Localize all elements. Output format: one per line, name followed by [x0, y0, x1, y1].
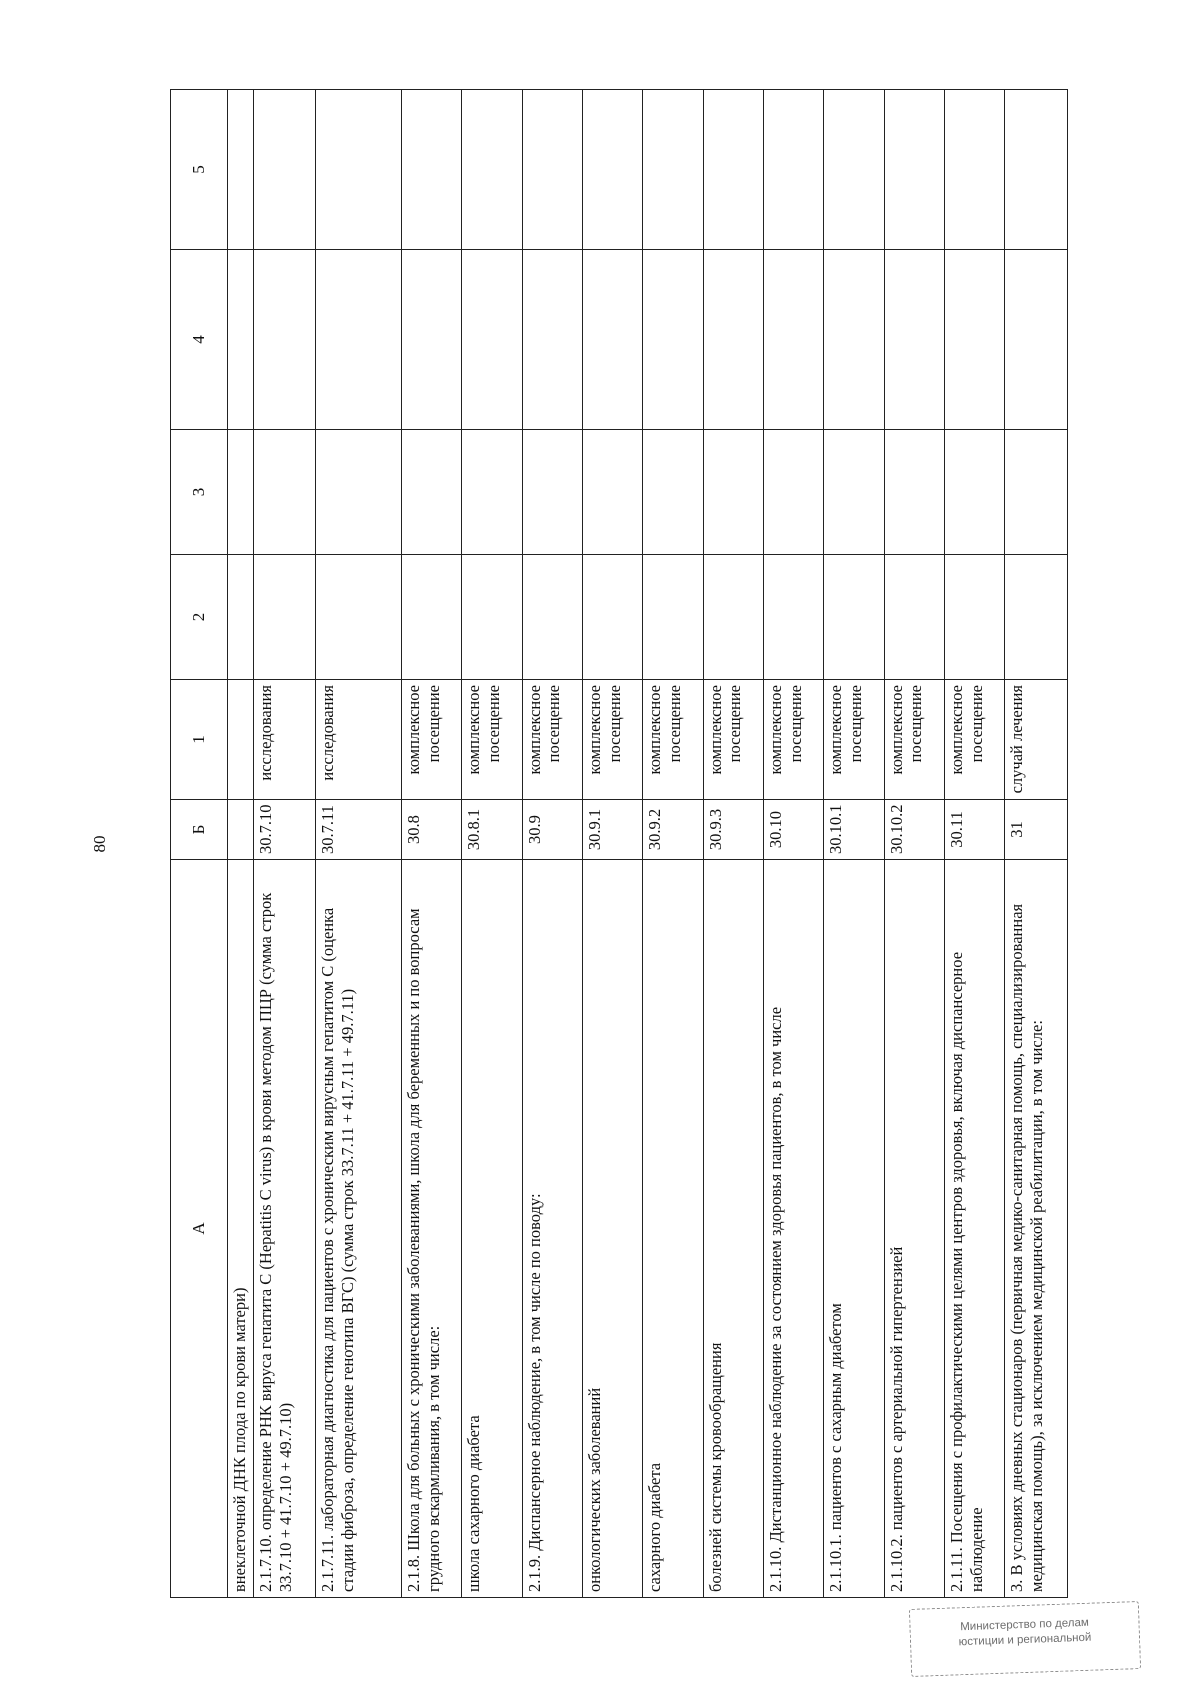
- page-number: 80: [90, 835, 109, 853]
- row-unit: комплексное посещение: [824, 680, 884, 800]
- col-4-cell: [316, 250, 401, 430]
- col-4-cell: [703, 250, 763, 430]
- row-code: 30.8: [401, 800, 461, 860]
- col-3-cell: [582, 430, 642, 555]
- col-5-cell: [643, 90, 703, 250]
- table-header-row: [171, 90, 228, 1598]
- row-name: сахарного диабета: [643, 860, 703, 1598]
- table-row: [643, 90, 703, 1598]
- col-4-cell: [945, 250, 1005, 430]
- row-code: 30.9.2: [643, 800, 703, 860]
- col-5-cell: [763, 90, 823, 250]
- row-unit: исследования: [254, 680, 316, 800]
- col-5-cell: [945, 90, 1005, 250]
- col-4-cell: [462, 250, 522, 430]
- col-2-cell: [643, 555, 703, 680]
- col-3-cell: [522, 430, 582, 555]
- row-code: 30.9.3: [703, 800, 763, 860]
- col-4-cell: [763, 250, 823, 430]
- col-2-cell: [462, 555, 522, 680]
- row-name: 2.1.9. Диспансерное наблюдение, в том числе по поводу:: [522, 860, 582, 1598]
- col-4-cell: [254, 250, 316, 430]
- col-3-cell: [316, 430, 401, 555]
- row-unit: комплексное посещение: [643, 680, 703, 800]
- row-unit: комплексное посещение: [401, 680, 461, 800]
- col-3-cell: [401, 430, 461, 555]
- col-3-cell: [884, 430, 944, 555]
- row-code: 30.10: [763, 800, 823, 860]
- col-5-cell: [824, 90, 884, 250]
- row-code: 30.9: [522, 800, 582, 860]
- row-unit: комплексное посещение: [522, 680, 582, 800]
- header-cell: Б: [171, 800, 228, 860]
- col-5-cell: [228, 90, 254, 250]
- stamp-line-1: Министерство по делам: [960, 1616, 1089, 1634]
- row-name: внеклеточной ДНК плода по крови матери): [228, 860, 254, 1598]
- col-4-cell: [824, 250, 884, 430]
- row-unit: комплексное посещение: [763, 680, 823, 800]
- row-code: 30.7.10: [254, 800, 316, 860]
- row-unit: [228, 680, 254, 800]
- col-2-cell: [522, 555, 582, 680]
- col-2-cell: [945, 555, 1005, 680]
- header-cell: 1: [171, 680, 228, 800]
- header-cell: 3: [171, 430, 228, 555]
- row-name: 2.1.8. Школа для больных с хроническими заболеваниями, школа для беременных и по вопросам грудного вскармливания, в том числе:: [401, 860, 461, 1598]
- col-3-cell: [1005, 430, 1068, 555]
- row-code: 31: [1005, 800, 1068, 860]
- col-5-cell: [316, 90, 401, 250]
- col-2-cell: [254, 555, 316, 680]
- col-2-cell: [316, 555, 401, 680]
- row-unit: комплексное посещение: [884, 680, 944, 800]
- row-code: [228, 800, 254, 860]
- row-unit: комплексное посещение: [945, 680, 1005, 800]
- row-unit: случай лечения: [1005, 680, 1068, 800]
- col-2-cell: [884, 555, 944, 680]
- header-cell: 4: [171, 250, 228, 430]
- col-4-cell: [228, 250, 254, 430]
- row-name: 2.1.11. Посещения с профилактическими целями центров здоровья, включая диспансерное наблюдение: [945, 860, 1005, 1598]
- row-unit: комплексное посещение: [462, 680, 522, 800]
- col-2-cell: [401, 555, 461, 680]
- table-row: [1005, 90, 1068, 1598]
- stamp-line-2: юстиции и региональной: [958, 1631, 1092, 1649]
- col-5-cell: [884, 90, 944, 250]
- row-name: онкологических заболеваний: [582, 860, 642, 1598]
- row-code: 30.8.1: [462, 800, 522, 860]
- row-unit: исследования: [316, 680, 401, 800]
- data-table: [170, 89, 1068, 1598]
- table-row: [884, 90, 944, 1598]
- col-3-cell: [254, 430, 316, 555]
- row-code: 30.10.1: [824, 800, 884, 860]
- row-name: болезней системы кровообращения: [703, 860, 763, 1598]
- col-2-cell: [824, 555, 884, 680]
- col-3-cell: [643, 430, 703, 555]
- table-row: [522, 90, 582, 1598]
- row-name: 2.1.10. Дистанционное наблюдение за состоянием здоровья пациентов, в том числе: [763, 860, 823, 1598]
- row-name: 3. В условиях дневных стационаров (первичная медико-санитарная помощь, специализированная медицинская помощь), за исключением медицинской реабилитации, в том числе:: [1005, 860, 1068, 1598]
- row-unit: комплексное посещение: [703, 680, 763, 800]
- row-name: 2.1.10.1. пациентов с сахарным диабетом: [824, 860, 884, 1598]
- col-2-cell: [582, 555, 642, 680]
- col-4-cell: [884, 250, 944, 430]
- col-4-cell: [643, 250, 703, 430]
- col-5-cell: [703, 90, 763, 250]
- row-code: 30.10.2: [884, 800, 944, 860]
- row-name: 2.1.10.2. пациентов с артериальной гипертензией: [884, 860, 944, 1598]
- table-row: [703, 90, 763, 1598]
- row-name: школа сахарного диабета: [462, 860, 522, 1598]
- col-2-cell: [763, 555, 823, 680]
- table-row: [763, 90, 823, 1598]
- col-2-cell: [228, 555, 254, 680]
- col-3-cell: [824, 430, 884, 555]
- table-row: [582, 90, 642, 1598]
- rotated-page-content: [170, 88, 1070, 1598]
- col-3-cell: [763, 430, 823, 555]
- table-row: [824, 90, 884, 1598]
- col-4-cell: [401, 250, 461, 430]
- col-5-cell: [582, 90, 642, 250]
- table-row: [228, 90, 254, 1598]
- registration-stamp: [909, 1601, 1141, 1677]
- row-code: 30.7.11: [316, 800, 401, 860]
- col-2-cell: [1005, 555, 1068, 680]
- col-3-cell: [228, 430, 254, 555]
- table-row: [254, 90, 316, 1598]
- header-cell: 2: [171, 555, 228, 680]
- col-4-cell: [582, 250, 642, 430]
- header-cell: А: [171, 860, 228, 1598]
- col-5-cell: [462, 90, 522, 250]
- row-unit: комплексное посещение: [582, 680, 642, 800]
- col-5-cell: [522, 90, 582, 250]
- table-row: [401, 90, 461, 1598]
- header-cell: 5: [171, 90, 228, 250]
- col-4-cell: [1005, 250, 1068, 430]
- col-3-cell: [703, 430, 763, 555]
- table-row: [316, 90, 401, 1598]
- row-code: 30.9.1: [582, 800, 642, 860]
- col-4-cell: [522, 250, 582, 430]
- col-3-cell: [462, 430, 522, 555]
- col-5-cell: [401, 90, 461, 250]
- table-row: [462, 90, 522, 1598]
- col-2-cell: [703, 555, 763, 680]
- row-name: 2.1.7.11. лабораторная диагностика для пациентов с хроническим вирусным гепатитом С (оценка стадии фиброза, определение генотипа ВГС) (сумма строк 33.7.11 + 41.7.11 + 49.7.11): [316, 860, 401, 1598]
- table-row: [945, 90, 1005, 1598]
- col-5-cell: [1005, 90, 1068, 250]
- col-5-cell: [254, 90, 316, 250]
- col-3-cell: [945, 430, 1005, 555]
- row-code: 30.11: [945, 800, 1005, 860]
- row-name: 2.1.7.10. определение РНК вируса гепатита С (Hepatitis C virus) в крови методом ПЦР (сумма строк 33.7.10 + 41.7.10 + 49.7.10): [254, 860, 316, 1598]
